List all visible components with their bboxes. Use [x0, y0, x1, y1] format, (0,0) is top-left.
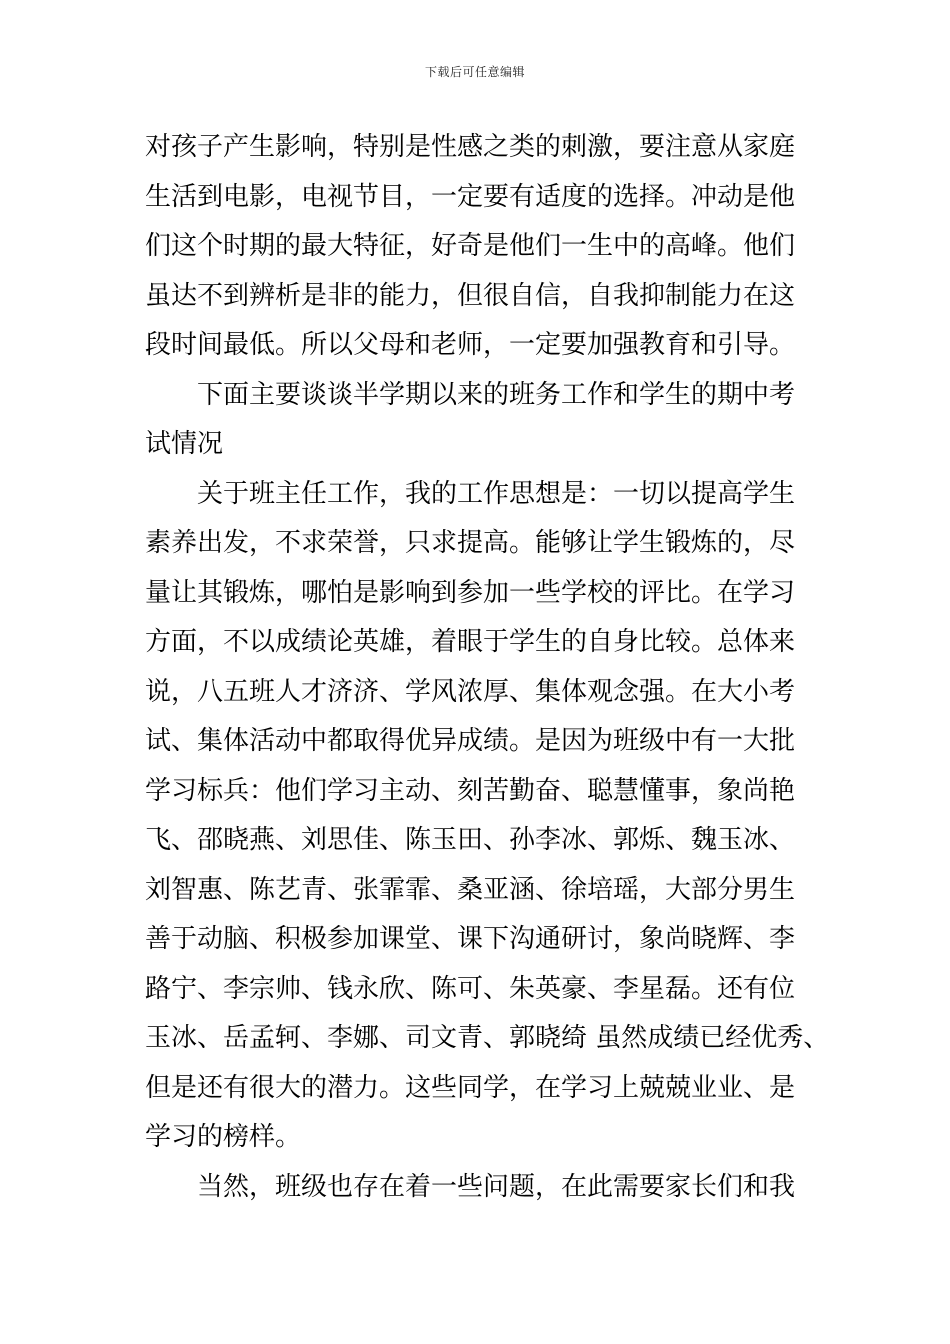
paragraph-first-line: 当然，班级也存在着一些问题，在此需要家长们和我: [197, 1171, 796, 1202]
text-line: 们这个时期的最大特征，好奇是他们一生中的高峰。他们: [145, 231, 796, 261]
paragraph-first-line: 关于班主任工作，我的工作思想是：一切以提高学生: [197, 478, 796, 509]
document-body: [145, 123, 830, 1212]
text-line: 段时间最低。所以父母和老师，一定要加强教育和引导。: [145, 330, 796, 360]
text-line: 学习的榜样。: [145, 1122, 302, 1152]
text-line: 玉冰、岳孟轲、李娜、司文青、郭晓绮 虽然成绩已经优秀、: [145, 1023, 830, 1053]
text-line: 试情况: [145, 429, 224, 459]
text-line: 虽达不到辨析是非的能力，但很自信，自我抑制能力在这: [145, 280, 796, 311]
text-line: 试、集体活动中都取得优异成绩。是因为班级中有一大批: [145, 726, 796, 756]
text-line: 方面，不以成绩论英雄，着眼于学生的自身比较。总体来: [145, 627, 796, 657]
text-line: 刘智惠、陈艺青、张霏霏、桑亚涵、徐培瑶，大部分男生: [145, 874, 796, 905]
text-line: 善于动脑、积极参加课堂、课下沟通研讨，象尚晓辉、李: [145, 924, 796, 954]
text-line: 飞、邵晓燕、刘思佳、陈玉田、孙李冰、郭烁、魏玉冰、: [145, 825, 796, 855]
paragraph-first-line: 下面主要谈谈半学期以来的班务工作和学生的期中考: [197, 379, 796, 410]
text-line: 但是还有很大的潜力。这些同学，在学习上兢兢业业、是: [145, 1072, 796, 1103]
text-line: 学习标兵：他们学习主动、刻苦勤奋、聪慧懂事，象尚艳: [145, 775, 796, 806]
text-line: 素养出发，不求荣誉，只求提高。能够让学生锻炼的，尽: [145, 528, 796, 558]
page-header: 下载后可任意编辑: [424, 65, 525, 79]
text-line: 生活到电影，电视节目，一定要有适度的选择。冲动是他: [145, 181, 796, 212]
text-line: 对孩子产生影响，特别是性感之类的刺激，要注意从家庭: [145, 132, 796, 162]
text-line: 路宁、李宗帅、钱永欣、陈可、朱英豪、李星磊。还有位: [145, 973, 796, 1004]
text-line: 量让其锻炼，哪怕是影响到参加一些学校的评比。在学习: [145, 577, 796, 608]
text-line: 说，八五班人才济济、学风浓厚、集体观念强。在大小考: [145, 676, 796, 707]
